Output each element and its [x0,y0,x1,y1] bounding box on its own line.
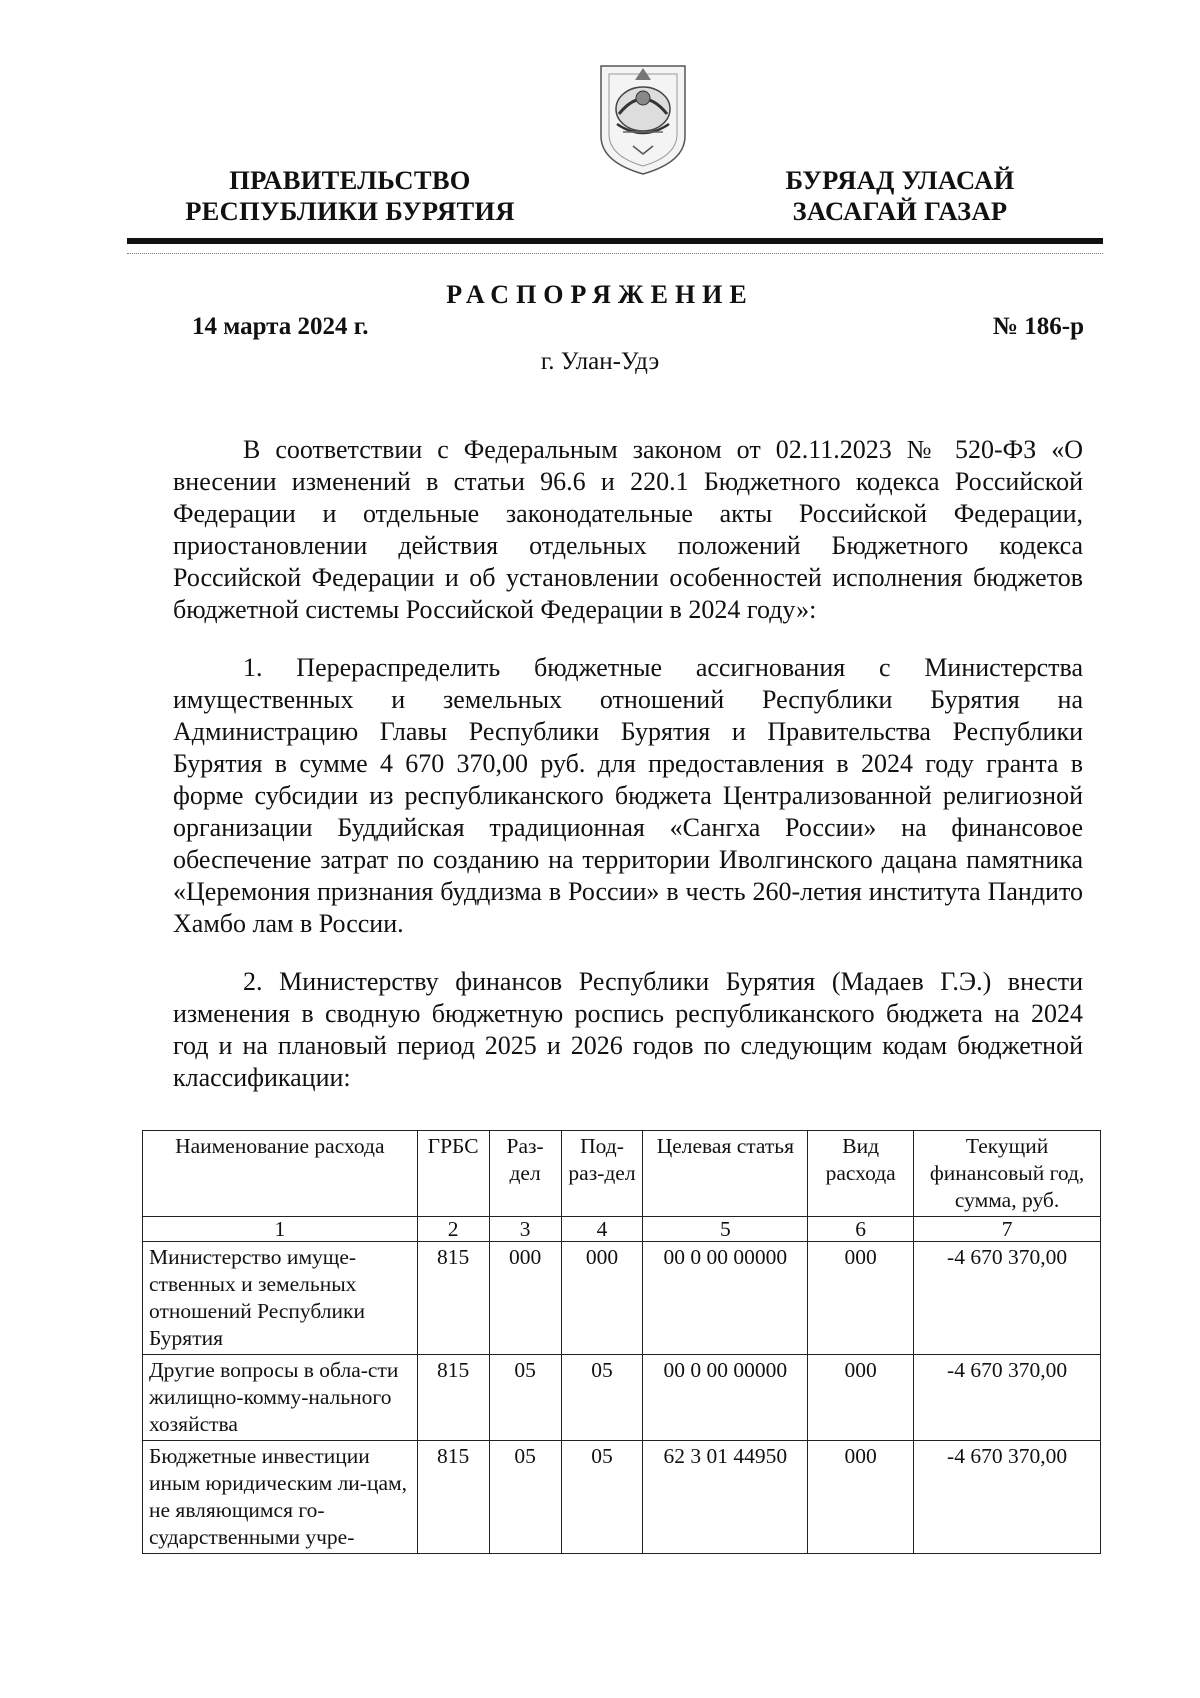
org-ru-line2: РЕСПУБЛИКИ БУРЯТИЯ [185,196,515,226]
table-row [143,1355,1101,1441]
org-name-buryat [760,165,1040,227]
table-cell: 62 3 01 44950 [643,1441,808,1554]
header-divider-thin [127,253,1103,254]
table-cell: 815 [417,1441,489,1554]
table-cell: Министерство имуще-ственных и земельных отношений Республики Бурятия [143,1242,418,1355]
document-number: № 186-р [992,313,1084,340]
table-cell: 000 [561,1242,643,1355]
item1-text: 1. Перераспределить бюджетные ассигнования с Министерства имущественных и земельных отношений Республики Бурятия на Администрацию Главы Республики Бурятия и Правительства Республики Бурятия в сумме 4 670 370,00 руб. для предоставления в 2024 году гранта в форме субсидии из республиканского бюджета Централизованной религиозной организации Буддийская традиционная «Сангха России» на финансовое обеспечение затрат по созданию на территории Иволгинского дацана памятника «Церемония признания буддизма в России» в честь 260-летия института Пандито Хамбо лам в России. [173,653,1083,938]
table-cell: 05 [489,1355,561,1441]
column-number: 7 [914,1217,1101,1242]
budget-classification-table [142,1130,1101,1554]
table-cell: 05 [561,1355,643,1441]
table-row [143,1441,1101,1554]
table-cell: 000 [808,1242,914,1355]
item2-paragraph [173,966,1083,1094]
header-cell: Наименование расхода [143,1131,418,1217]
coat-of-arms-emblem [593,54,693,179]
column-number-row [143,1217,1101,1242]
table-header-row [143,1131,1101,1217]
header-cell: ГРБС [417,1131,489,1217]
document-type-title: РАСПОРЯЖЕНИЕ [446,280,754,309]
header-cell: Под-раз-дел [561,1131,643,1217]
table-cell: 05 [561,1441,643,1554]
item1-paragraph [173,652,1083,940]
table-cell: -4 670 370,00 [914,1355,1101,1441]
header-cell: Раз-дел [489,1131,561,1217]
document-date: 14 марта 2024 г. [192,313,369,340]
table-cell: 000 [808,1355,914,1441]
table-cell: 00 0 00 00000 [643,1355,808,1441]
table-cell: -4 670 370,00 [914,1441,1101,1554]
header-divider-thick [127,238,1103,244]
column-number: 4 [561,1217,643,1242]
table-cell: 000 [489,1242,561,1355]
column-number: 5 [643,1217,808,1242]
table-cell: 00 0 00 00000 [643,1242,808,1355]
table-cell: Другие вопросы в обла-сти жилищно-комму-нального хозяйства [143,1355,418,1441]
table-cell: 815 [417,1242,489,1355]
table-cell: 000 [808,1441,914,1554]
org-name-russian [150,165,550,227]
column-number: 2 [417,1217,489,1242]
org-bua-line1: БУРЯАД УЛАСАЙ [785,165,1015,195]
table-cell: Бюджетные инвестиции иным юридическим ли-цам, не являющимся го-сударственными учре- [143,1441,418,1554]
item2-text: 2. Министерству финансов Республики Бурятия (Мадаев Г.Э.) внести изменения в сводную бюджетную роспись республиканского бюджета на 2024 год и на плановый период 2025 и 2026 годов по следующим кодам бюджетной классификации: [173,967,1083,1092]
column-number: 1 [143,1217,418,1242]
header-cell: Целевая статья [643,1131,808,1217]
document-city: г. Улан-Удэ [540,348,660,375]
org-bua-line2: ЗАСАГАЙ ГАЗАР [792,196,1008,226]
column-number: 3 [489,1217,561,1242]
table-cell: 815 [417,1355,489,1441]
table-cell: 05 [489,1441,561,1554]
column-number: 6 [808,1217,914,1242]
preamble-paragraph [173,434,1083,626]
org-ru-line1: ПРАВИТЕЛЬСТВО [229,165,471,195]
header-cell: Текущий финансовый год, сумма, руб. [914,1131,1101,1217]
table-cell: -4 670 370,00 [914,1242,1101,1355]
preamble-text: В соответствии с Федеральным законом от 02.11.2023 № 520-ФЗ «О внесении изменений в статьи 96.6 и 220.1 Бюджетного кодекса Российской Федерации и отдельные законодательные акты Российской Федерации, приостановлении действия отдельных положений Бюджетного кодекса Российской Федерации и об установлении особенностей исполнения бюджетов бюджетной системы Российской Федерации в 2024 году»: [173,435,1083,624]
header-cell: Вид расхода [808,1131,914,1217]
table-row [143,1242,1101,1355]
